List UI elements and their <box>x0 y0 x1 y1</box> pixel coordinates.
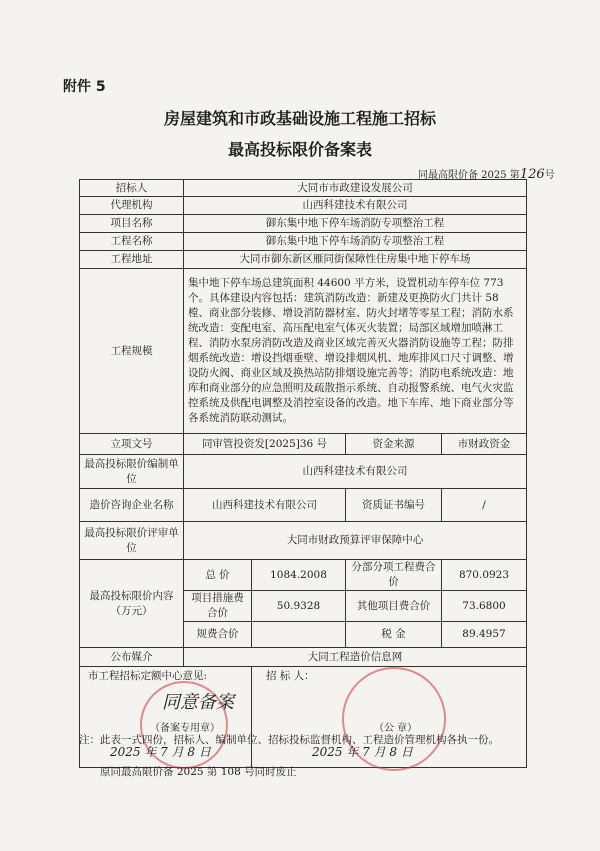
attachment-label: 附件 5 <box>63 79 106 95</box>
price-label: 最高投标限价内容（万元） <box>80 560 184 648</box>
other-fee-value: 73.6800 <box>442 591 527 622</box>
footnote-abolish: 原同最高限价备 2025 第 108 号同时废止 <box>100 766 297 778</box>
row-compiler <box>80 455 527 489</box>
row-approval <box>80 434 527 455</box>
reviewer-value: 大同市财政预算评审保障中心 <box>184 522 527 560</box>
official-seal-note: （公 章） <box>374 723 418 734</box>
row-media <box>80 648 527 667</box>
measure-fee-label: 项目措施费合价 <box>184 591 252 622</box>
measure-fee-value: 50.9328 <box>252 591 346 622</box>
filing-table <box>79 179 527 768</box>
consultant-value: 山西科建技术有限公司 <box>184 489 346 522</box>
approval-value: 同审管投资发[2025]36 号 <box>184 434 346 455</box>
row-price-1 <box>80 560 527 591</box>
address-label: 工程地址 <box>80 251 184 269</box>
agency-value: 山西科建技术有限公司 <box>184 197 527 215</box>
filing-seal-note: （备案专用章） <box>150 723 220 734</box>
media-value: 大同工程造价信息网 <box>184 648 527 667</box>
compiler-value: 山西科建技术有限公司 <box>184 455 527 489</box>
row-project-name <box>80 215 527 233</box>
subitem-fee-value: 870.0923 <box>442 560 527 591</box>
tax-label: 税 金 <box>346 622 442 648</box>
media-label: 公布媒介 <box>80 648 184 667</box>
tenderer-value: 大同市市政建设发展公司 <box>184 180 527 197</box>
left-date: 2025 年 7 月 8 日 <box>110 745 211 759</box>
tenderer-label: 招标人 <box>80 180 184 197</box>
approval-label: 立项文号 <box>80 434 184 455</box>
center-opinion-label: 市工程招标定额中心意见: <box>88 670 208 682</box>
consultant-label: 造价咨询企业名称 <box>80 489 184 522</box>
reviewer-label: 最高投标限价评审单位 <box>80 522 184 560</box>
total-price-label: 总 价 <box>184 560 252 591</box>
fund-source-label: 资金来源 <box>346 434 442 455</box>
scale-label: 工程规模 <box>80 269 184 434</box>
address-value: 大同市御东新区雁同街保障性住房集中地下停车场 <box>184 251 527 269</box>
footnote: 注：此表一式四份，招标人、编制单位、招标投标监督机构、工程造价管理机构各执一份。 <box>79 734 499 746</box>
record-suffix: 号 <box>544 170 555 181</box>
row-work-name <box>80 233 527 251</box>
right-date: 2025 年 7 月 8 日 <box>312 745 413 759</box>
page-subtitle: 最高投标限价备案表 <box>227 140 372 159</box>
row-signatures <box>80 667 527 768</box>
row-agency <box>80 197 527 215</box>
regulatory-fee-value <box>252 622 346 648</box>
row-scale <box>80 269 527 434</box>
row-tenderer <box>80 180 527 197</box>
page-title: 房屋建筑和市政基础设施工程施工招标 <box>163 109 436 128</box>
fund-source-value: 市财政资金 <box>442 434 527 455</box>
approval-cell <box>80 667 252 768</box>
record-number-handwritten: 126 <box>519 167 545 182</box>
subitem-fee-label: 分部分项工程费合价 <box>346 560 442 591</box>
tenderer-sign-label: 招 标 人： <box>266 670 315 682</box>
compiler-label: 最高投标限价编制单位 <box>80 455 184 489</box>
row-address <box>80 251 527 269</box>
record-prefix: 同最高限价备 2025 第 <box>418 170 520 181</box>
cert-label: 资质证书编号 <box>346 489 442 522</box>
scale-value: 集中地下停车场总建筑面积 44600 平方米，设置机动车停车位 773 个。具体建设内容包括：建筑消防改造：新建及更换防火门共计 58 樘、商业部分装修、增设消防器材室、防火封堵等零星工程；消防水系统改造：变配电室、高压配电室气体灭火装置；局部区域增加喷淋工程、消防水泵房消防改造及商业区域完善灭火器消防设施等工程；防排烟系统改造：增设挡烟垂壁、增设排烟风机、地库排风口尺寸调整、增设防火阀、商业区域及换热站防排烟设施完善等；消防电系统改造：地库和商业部分的应急照明及疏散指示系统、自动报警系统、电气火灾监控系统及供配电调整及消控室设备的改造。地下车库、地下商业部分等各系统消防联动测试。 <box>184 269 527 434</box>
other-fee-label: 其他项目费合价 <box>346 591 442 622</box>
regulatory-fee-label: 规费合价 <box>184 622 252 648</box>
total-price-value: 1084.2008 <box>252 560 346 591</box>
row-reviewer <box>80 522 527 560</box>
work-name-label: 工程名称 <box>80 233 184 251</box>
tax-value: 89.4957 <box>442 622 527 648</box>
agency-label: 代理机构 <box>80 197 184 215</box>
handwritten-approval: 同意备案 <box>162 692 234 713</box>
cert-value: / <box>442 489 527 522</box>
work-name-value: 御东集中地下停车场消防专项整治工程 <box>184 233 527 251</box>
project-name-label: 项目名称 <box>80 215 184 233</box>
project-name-value: 御东集中地下停车场消防专项整治工程 <box>184 215 527 233</box>
row-consultant <box>80 489 527 522</box>
tenderer-sign-cell <box>252 667 527 768</box>
